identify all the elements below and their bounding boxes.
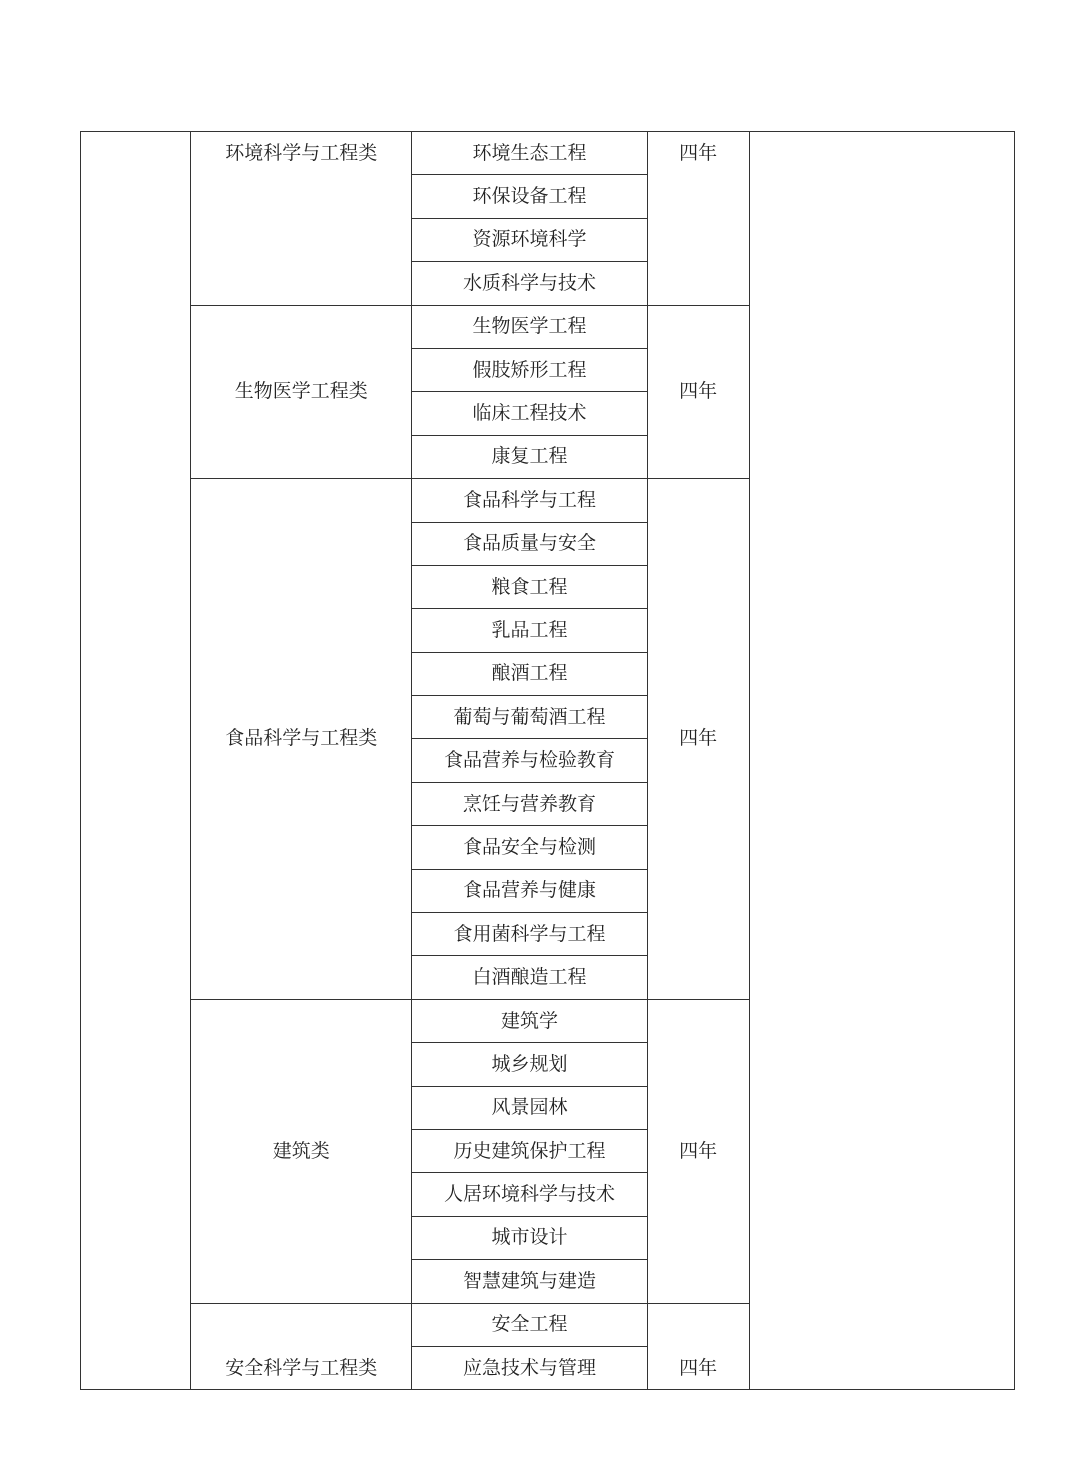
category-cell: 环境科学与工程类 [191,132,412,306]
major-cell: 智慧建筑与建造 [412,1260,647,1303]
major-cell: 食品营养与检验教育 [412,739,647,782]
major-cell: 临床工程技术 [412,392,647,435]
major-cell: 康复工程 [412,435,647,478]
major-cell: 食品科学与工程 [412,479,647,522]
major-cell: 白酒酿造工程 [412,956,647,999]
category-cell: 食品科学与工程类 [191,479,412,1000]
table-body [81,132,1015,1390]
blank-first-column [81,132,191,1390]
major-cell: 历史建筑保护工程 [412,1129,647,1172]
duration-cell: 四年 [647,305,749,479]
major-cell: 粮食工程 [412,565,647,608]
major-cell: 建筑学 [412,999,647,1042]
major-cell: 食用菌科学与工程 [412,913,647,956]
major-cell: 环境生态工程 [412,132,647,175]
major-cell: 烹饪与营养教育 [412,782,647,825]
major-cell: 安全工程 [412,1303,647,1346]
major-cell: 葡萄与葡萄酒工程 [412,696,647,739]
major-cell: 假肢矫形工程 [412,348,647,391]
major-cell: 人居环境科学与技术 [412,1173,647,1216]
category-cell: 安全科学与工程类 [191,1303,412,1390]
major-cell: 城乡规划 [412,1043,647,1086]
major-cell: 食品营养与健康 [412,869,647,912]
major-cell: 资源环境科学 [412,218,647,261]
duration-cell: 四年 [647,479,749,1000]
major-cell: 环保设备工程 [412,175,647,218]
duration-cell: 四年 [647,132,749,306]
major-cell: 水质科学与技术 [412,262,647,305]
major-cell: 食品质量与安全 [412,522,647,565]
table-row [81,132,1015,175]
major-cell: 生物医学工程 [412,305,647,348]
program-table [80,131,1015,1390]
major-cell: 食品安全与检测 [412,826,647,869]
major-cell: 酿酒工程 [412,652,647,695]
duration-cell: 四年 [647,999,749,1303]
category-cell: 建筑类 [191,999,412,1303]
major-cell: 风景园林 [412,1086,647,1129]
major-cell: 乳品工程 [412,609,647,652]
major-cell: 应急技术与管理 [412,1346,647,1389]
blank-last-column [749,132,1014,1390]
duration-cell: 四年 [647,1303,749,1390]
major-cell: 城市设计 [412,1216,647,1259]
category-cell: 生物医学工程类 [191,305,412,479]
